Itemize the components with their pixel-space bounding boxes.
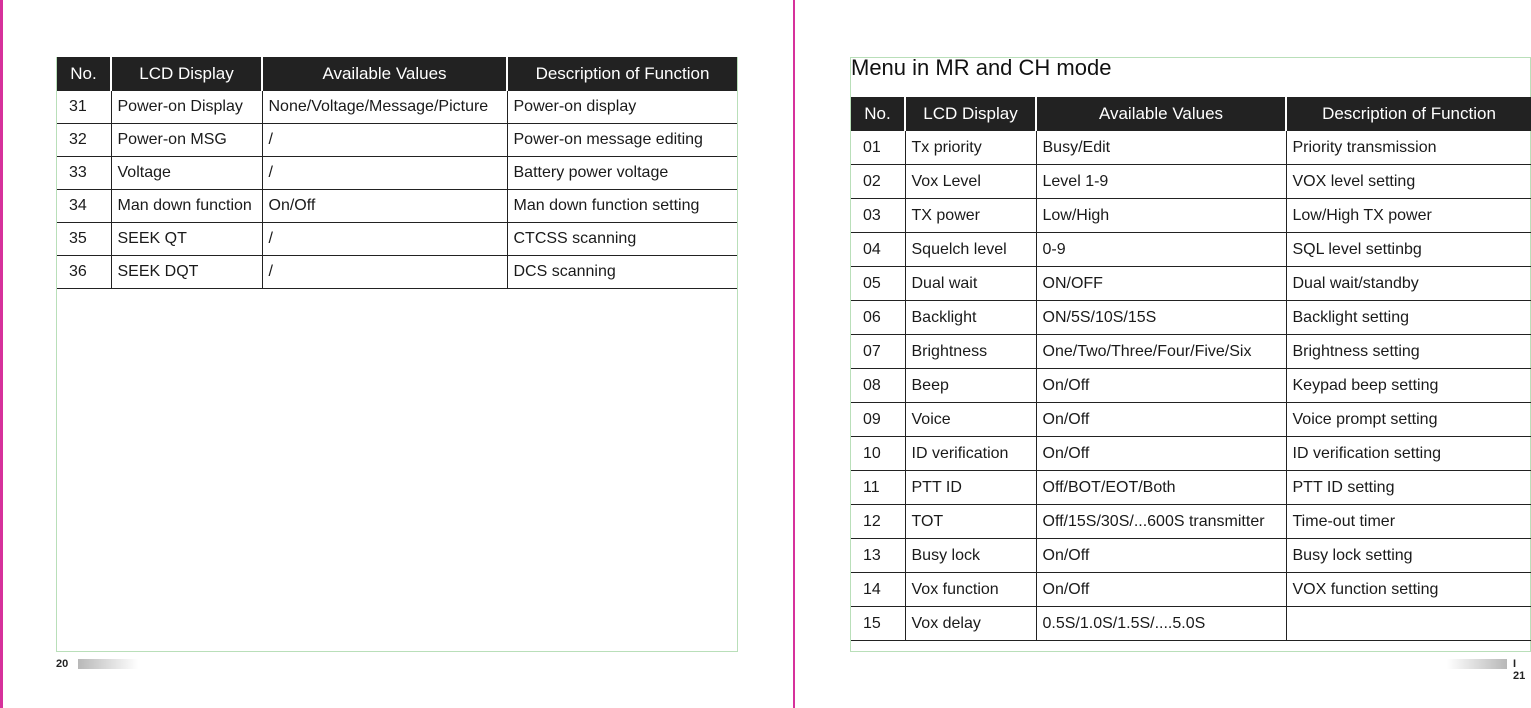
table-row [851, 471, 1531, 505]
row-available-values: ON/5S/10S/15S [1036, 301, 1286, 335]
row-available-values: One/Two/Three/Four/Five/Six [1036, 335, 1286, 369]
row-number: 14 [851, 573, 905, 607]
row-number: 04 [851, 233, 905, 267]
table-row [851, 505, 1531, 539]
row-description: Priority transmission [1286, 131, 1531, 165]
row-description: VOX function setting [1286, 573, 1531, 607]
row-available-values: Level 1-9 [1036, 165, 1286, 199]
right-table-body [851, 131, 1531, 641]
table-row [851, 165, 1531, 199]
header-description: Description of Function [507, 57, 737, 91]
book-spine-line [793, 0, 795, 708]
header-available-values: Available Values [262, 57, 507, 91]
left-table-body [57, 91, 737, 289]
page-number-bar-right [1447, 659, 1507, 669]
table-row [851, 369, 1531, 403]
row-available-values: On/Off [1036, 369, 1286, 403]
header-description: Description of Function [1286, 97, 1531, 131]
row-number: 10 [851, 437, 905, 471]
table-row [57, 223, 737, 256]
row-number: 13 [851, 539, 905, 573]
row-description: Keypad beep setting [1286, 369, 1531, 403]
header-no: No. [851, 97, 905, 131]
table-row [851, 131, 1531, 165]
row-number: 34 [57, 190, 111, 223]
row-available-values: Low/High [1036, 199, 1286, 233]
row-number: 32 [57, 124, 111, 157]
page-number-right: I 21 [1513, 658, 1526, 682]
row-number: 33 [57, 157, 111, 190]
table-header-row [57, 57, 737, 91]
row-available-values: None/Voltage/Message/Picture [262, 91, 507, 124]
header-available-values: Available Values [1036, 97, 1286, 131]
row-lcd-display: Power-on MSG [111, 124, 262, 157]
row-description: Power-on message editing [507, 124, 737, 157]
header-lcd-display: LCD Display [111, 57, 262, 91]
row-available-values: / [262, 256, 507, 289]
table-row [851, 573, 1531, 607]
row-lcd-display: Beep [905, 369, 1036, 403]
table-row [851, 539, 1531, 573]
table-row [851, 233, 1531, 267]
row-available-values: Off/15S/30S/...600S transmitter [1036, 505, 1286, 539]
row-available-values: 0-9 [1036, 233, 1286, 267]
table-row [851, 335, 1531, 369]
row-lcd-display: Backlight [905, 301, 1036, 335]
table-header-row [851, 97, 1531, 131]
left-menu-table [57, 57, 737, 289]
row-lcd-display: Vox delay [905, 607, 1036, 641]
row-lcd-display: Busy lock [905, 539, 1036, 573]
row-description: Power-on display [507, 91, 737, 124]
table-row [57, 124, 737, 157]
row-description: Brightness setting [1286, 335, 1531, 369]
row-description [1286, 607, 1531, 641]
row-number: 35 [57, 223, 111, 256]
row-description: Busy lock setting [1286, 539, 1531, 573]
row-available-values: / [262, 124, 507, 157]
header-lcd-display: LCD Display [905, 97, 1036, 131]
row-number: 08 [851, 369, 905, 403]
row-description: Backlight setting [1286, 301, 1531, 335]
row-available-values: / [262, 157, 507, 190]
row-lcd-display: Man down function [111, 190, 262, 223]
row-lcd-display: ID verification [905, 437, 1036, 471]
page-number-right-value: 21 [1513, 670, 1526, 682]
table-row [57, 190, 737, 223]
row-description: ID verification setting [1286, 437, 1531, 471]
row-description: Voice prompt setting [1286, 403, 1531, 437]
row-lcd-display: TX power [905, 199, 1036, 233]
row-available-values: On/Off [1036, 403, 1286, 437]
row-available-values: On/Off [1036, 539, 1286, 573]
table-row [851, 403, 1531, 437]
row-description: DCS scanning [507, 256, 737, 289]
page-edge-marker [0, 0, 3, 708]
row-number: 09 [851, 403, 905, 437]
row-lcd-display: Squelch level [905, 233, 1036, 267]
row-lcd-display: Voltage [111, 157, 262, 190]
row-lcd-display: SEEK QT [111, 223, 262, 256]
row-number: 01 [851, 131, 905, 165]
right-menu-table [851, 97, 1531, 641]
row-number: 07 [851, 335, 905, 369]
row-number: 15 [851, 607, 905, 641]
row-available-values: On/Off [262, 190, 507, 223]
row-lcd-display: SEEK DQT [111, 256, 262, 289]
row-number: 31 [57, 91, 111, 124]
header-no: No. [57, 57, 111, 91]
row-available-values: Off/BOT/EOT/Both [1036, 471, 1286, 505]
row-description: Battery power voltage [507, 157, 737, 190]
row-lcd-display: Power-on Display [111, 91, 262, 124]
row-lcd-display: Vox Level [905, 165, 1036, 199]
row-number: 05 [851, 267, 905, 301]
table-row [851, 437, 1531, 471]
page-number-bar-left [78, 659, 138, 669]
table-row [851, 199, 1531, 233]
row-lcd-display: PTT ID [905, 471, 1036, 505]
row-description: SQL level settinbg [1286, 233, 1531, 267]
row-number: 36 [57, 256, 111, 289]
page-number-left: 20 [56, 658, 69, 670]
table-row [851, 301, 1531, 335]
table-row [851, 267, 1531, 301]
row-lcd-display: Tx priority [905, 131, 1036, 165]
row-available-values: On/Off [1036, 437, 1286, 471]
row-available-values: ON/OFF [1036, 267, 1286, 301]
row-number: 11 [851, 471, 905, 505]
row-description: Dual wait/standby [1286, 267, 1531, 301]
row-number: 02 [851, 165, 905, 199]
row-lcd-display: Vox function [905, 573, 1036, 607]
row-description: PTT ID setting [1286, 471, 1531, 505]
row-number: 12 [851, 505, 905, 539]
page-title: Menu in MR and CH mode [851, 55, 1112, 80]
row-description: CTCSS scanning [507, 223, 737, 256]
row-description: Low/High TX power [1286, 199, 1531, 233]
row-available-values: 0.5S/1.0S/1.5S/....5.0S [1036, 607, 1286, 641]
table-row [57, 91, 737, 124]
table-row [57, 157, 737, 190]
table-row [57, 256, 737, 289]
row-lcd-display: Voice [905, 403, 1036, 437]
row-lcd-display: Dual wait [905, 267, 1036, 301]
row-available-values: On/Off [1036, 573, 1286, 607]
row-lcd-display: TOT [905, 505, 1036, 539]
row-available-values: Busy/Edit [1036, 131, 1286, 165]
row-number: 03 [851, 199, 905, 233]
row-description: VOX level setting [1286, 165, 1531, 199]
row-number: 06 [851, 301, 905, 335]
row-available-values: / [262, 223, 507, 256]
row-description: Man down function setting [507, 190, 737, 223]
row-description: Time-out timer [1286, 505, 1531, 539]
row-lcd-display: Brightness [905, 335, 1036, 369]
table-row [851, 607, 1531, 641]
